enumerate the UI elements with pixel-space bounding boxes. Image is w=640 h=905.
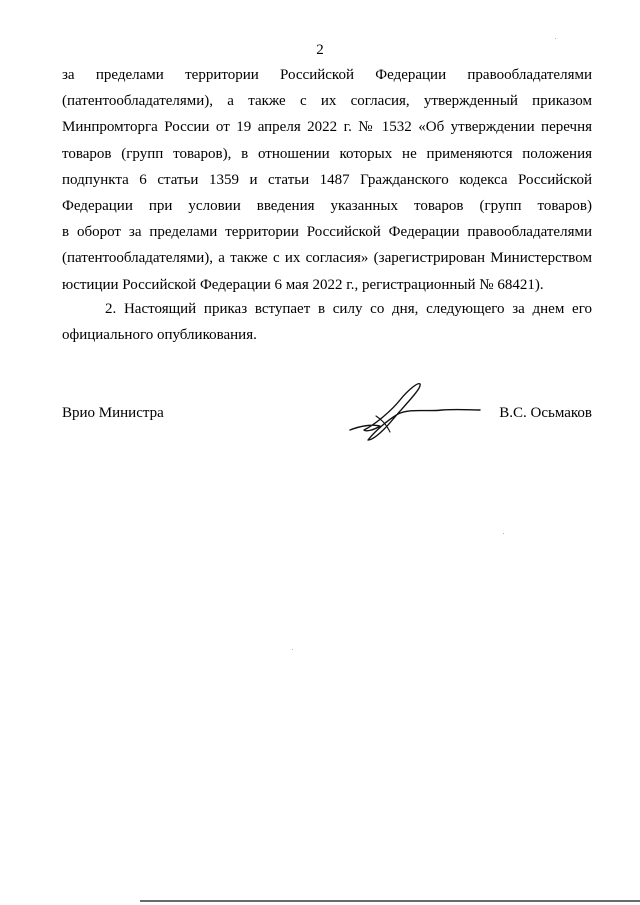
paragraph-line: (патентообладателями), а также с их согласия, утвержденный приказом xyxy=(62,93,592,110)
paragraph-1 xyxy=(62,62,592,298)
signature-image xyxy=(346,380,486,444)
scan-speck xyxy=(503,533,504,534)
paragraph-line: юстиции Российской Федерации 6 мая 2022 г., регистрационный № 68421). xyxy=(62,276,544,293)
page-number: 2 xyxy=(316,42,324,58)
paragraph-line: за пределами территории Российской Федерации правообладателями xyxy=(62,67,592,83)
scan-edge xyxy=(140,900,640,902)
signature-stroke xyxy=(350,384,480,440)
paragraph-line: (патентообладателями), а также с их согласия» (зарегистрирован Министерством xyxy=(62,250,592,267)
paragraph-line: Федерации при условии введения указанных товаров (групп товаров) xyxy=(62,198,592,215)
paragraph-line: 2. Настоящий приказ вступает в силу со дня, следующего за днем его xyxy=(105,301,592,317)
paragraph-line: подпункта 6 статьи 1359 и статьи 1487 Гражданского кодекса Российской xyxy=(62,171,592,188)
scan-speck xyxy=(555,38,556,39)
paragraph-line: в оборот за пределами территории Российской Федерации правообладателями xyxy=(62,224,592,241)
signer-name: В.С. Осьмаков xyxy=(499,405,592,421)
paragraph-2 xyxy=(62,296,592,348)
paragraph-line: официального опубликования. xyxy=(62,327,257,344)
signer-title: Врио Министра xyxy=(62,405,164,421)
scan-speck xyxy=(292,649,293,650)
paragraph-line: Минпромторга России от 19 апреля 2022 г. № 1532 «Об утверждении перечня xyxy=(62,119,592,136)
paragraph-line: товаров (групп товаров), в отношении которых не применяются положения xyxy=(62,145,592,162)
